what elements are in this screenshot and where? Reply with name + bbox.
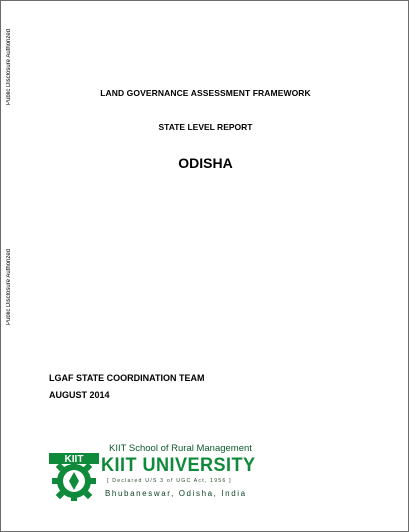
kiit-gear-logo-icon xyxy=(45,451,103,501)
university-declared: [ Declared U/S 3 of UGC Act, 1956 ] xyxy=(107,478,232,484)
public-disclosure-label-top: Public Disclosure Authorized xyxy=(6,28,12,105)
kiit-logo xyxy=(45,441,275,506)
state-name: ODISHA xyxy=(178,155,233,171)
framework-title: LAND GOVERNANCE ASSESSMENT FRAMEWORK xyxy=(100,88,311,98)
university-location: Bhubaneswar, Odisha, India xyxy=(105,489,247,498)
university-name: KIIT UNIVERSITY xyxy=(101,455,256,476)
report-date: AUGUST 2014 xyxy=(49,390,110,400)
public-disclosure-label-middle: Public Disclosure Authorized xyxy=(6,248,12,325)
logo-mark-text: KIIT xyxy=(64,454,84,465)
report-type: STATE LEVEL REPORT xyxy=(158,122,253,132)
coordination-team: LGAF STATE COORDINATION TEAM xyxy=(49,373,205,383)
school-name: KIIT School of Rural Management xyxy=(109,443,252,454)
